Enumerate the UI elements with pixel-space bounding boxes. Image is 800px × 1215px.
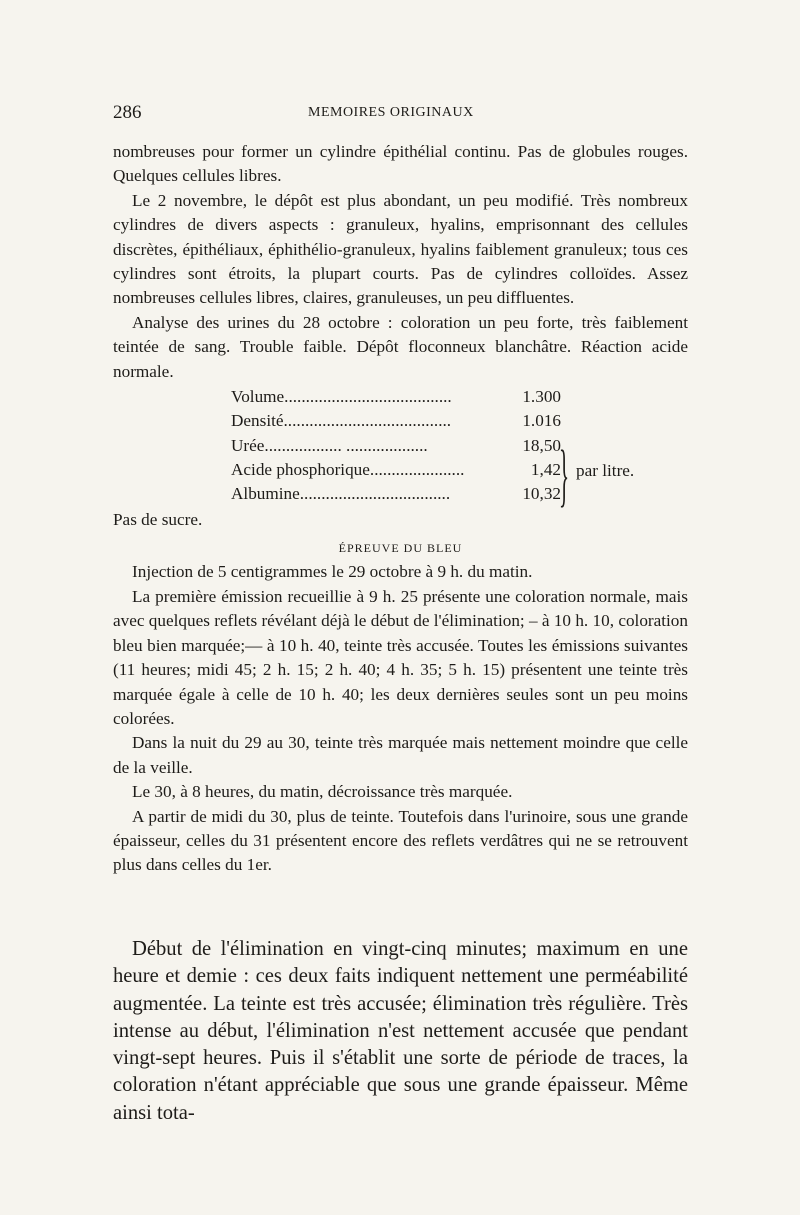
row-label: Acide phosphorique...................... bbox=[231, 460, 465, 480]
row-label: Densité....................................... bbox=[231, 411, 452, 431]
paragraph-urine-analysis: Analyse des urines du 28 octobre : coloration un peu forte, très faiblement teintée de sang. Trouble faible. Dépôt floconneux blanchâtre. Réaction acide normale. bbox=[113, 312, 688, 381]
unit-label: par litre. bbox=[576, 461, 635, 481]
table-row bbox=[231, 385, 561, 409]
section-heading: ÉPREUVE DU BLEU bbox=[338, 541, 463, 556]
small-type-block bbox=[113, 140, 688, 878]
analysis-table bbox=[113, 385, 688, 515]
paragraph-night: Dans la nuit du 29 au 30, teinte très marquée mais nettement moindre que celle de la veille. bbox=[113, 733, 688, 777]
row-label: Albumine................................... bbox=[231, 484, 451, 504]
table-row bbox=[231, 409, 561, 433]
paragraph-30th: Le 30, à 8 heures, du matin, décroissance très marquée. bbox=[132, 782, 513, 802]
paragraph-midday: A partir de midi du 30, plus de teinte. Toutefois dans l'urinoire, sous une grande épaisseur, celles du 31 présentent encore des reflets verdâtres qui ne se retrouvent plus dans celles du 1er. bbox=[113, 806, 688, 875]
table-row bbox=[231, 482, 561, 506]
paragraph-first-emission: La première émission recueillie à 9 h. 25 présente une coloration normale, mais avec quelques reflets révélant déjà le début de l'élimination; – à 10 h. 10, coloration bleu bien marquée;— à 10 h. 40, teinte très accusée. Toutes les émissions suivantes (11 heures; midi 45; 2 h. 15; 2 h. 40; 4 h. 35; 5 h. 15) présentent une teinte très marquée égale à celle de 10 h. 40; les deux dernières seules sont un peu moins colorées. bbox=[113, 586, 688, 728]
table-row bbox=[231, 434, 561, 458]
running-title: MEMOIRES ORIGINAUX bbox=[308, 105, 474, 120]
row-value: 1,42 bbox=[530, 460, 561, 480]
page-number: 286 bbox=[113, 102, 142, 123]
row-value: 1.300 bbox=[522, 387, 561, 407]
curly-brace: } bbox=[559, 437, 570, 515]
row-value: 1.016 bbox=[522, 411, 561, 431]
paragraph-continuation: nombreuses pour former un cylindre épithélial continu. Pas de globules rouges. Quelques cellules libres. bbox=[113, 142, 688, 186]
paragraph-injection: Injection de 5 centigrammes le 29 octobre à 9 h. du matin. bbox=[132, 562, 533, 582]
row-label: Urée.................. ................... bbox=[231, 436, 428, 456]
page-header bbox=[113, 100, 688, 124]
paragraph-conclusion: Début de l'élimination en vingt-cinq minutes; maximum en une heure et demie : ces deux faits indiquent nettement une perméabilité augmentée. La teinte est très accusée; élimination très régulière. Très intense au début, l'élimination n'est nettement accusée que pendant vingt-sept heures. Puis il s'établit une sorte de période de traces, la coloration n'étant appréciable que sous une grande épaisseur. Même ainsi tota- bbox=[113, 938, 688, 1124]
large-type-block bbox=[113, 936, 688, 1127]
sugar-line: Pas de sucre. bbox=[113, 510, 203, 530]
row-label: Volume....................................... bbox=[231, 387, 452, 407]
table-row bbox=[231, 458, 561, 482]
row-value: 18,50 bbox=[522, 436, 561, 456]
row-value: 10,32 bbox=[522, 484, 561, 504]
paragraph-november: Le 2 novembre, le dépôt est plus abondant, un peu modifié. Très nombreux cylindres de divers aspects : granuleux, hyalins, emprisonnant des cellules discrètes, épithéliaux, éphithélio-granuleux, hyalins faiblement granuleux; tous ces cylindres sont étroits, la plupart courts. Pas de cylindres colloïdes. Assez nombreuses cellules libres, claires, granuleuses, un peu diffluentes. bbox=[113, 190, 688, 308]
